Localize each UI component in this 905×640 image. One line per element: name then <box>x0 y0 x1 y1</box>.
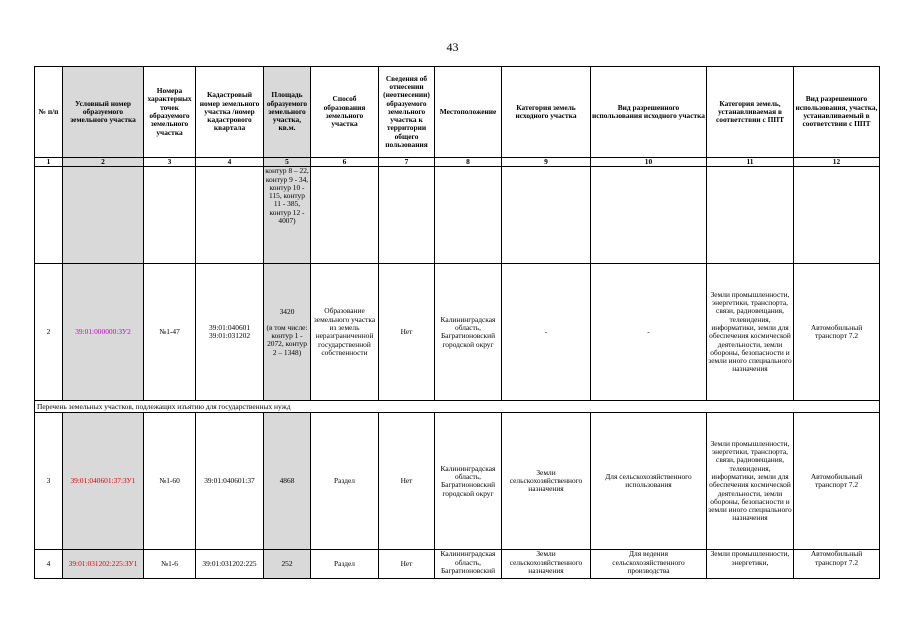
cadastral-cell: 39:01:040601:37 <box>196 413 264 550</box>
public-cell: Нет <box>379 264 435 401</box>
column-number: 6 <box>311 158 379 167</box>
use-ppt-cell: Автомобильный транспорт 7.2 <box>794 550 880 579</box>
header-cell: Номера характерных точек образуемого земельного участка <box>144 67 196 158</box>
column-number: 11 <box>707 158 794 167</box>
cadastral-cell: 39:01:040601 39:01:031202 <box>196 264 264 401</box>
area-cell: 252 <box>264 550 311 579</box>
method-cell: Раздел <box>311 550 379 579</box>
table-row <box>35 550 880 579</box>
location-cell: Калининградская область, Багратионовский <box>435 550 502 579</box>
row-number: 2 <box>35 264 63 401</box>
table-row <box>35 413 880 550</box>
section-title: Перечень земельных участков, подлежащих изъятию для государственных нужд <box>35 401 880 413</box>
points-cell: №1-47 <box>144 264 196 401</box>
points-cell: №1-6 <box>144 550 196 579</box>
area-cell: 4868 <box>264 413 311 550</box>
category-ppt-cell: Земли промышленности, энергетики, <box>707 550 794 579</box>
points-cell: №1-60 <box>144 413 196 550</box>
header-cell: Вид разрешенного использования, участка, устанавливаемый в соответствии с ППТ <box>794 67 880 158</box>
category-ppt-cell: Земли промышленности, энергетики, транспорта, связи, радиовещания, телевидения, информатики, земли для обеспечения космической деятельности, земли обороны, безопасности и земли иного специального назначения <box>707 413 794 550</box>
plot-code: 39:01:031202:225:ЗУ1 <box>63 550 144 579</box>
row-number: 4 <box>35 550 63 579</box>
header-cell: Условный номер образуемого земельного участка <box>63 67 144 158</box>
header-cell: Вид разрешенного использования исходного участка <box>591 67 707 158</box>
area-cell: контур 8 – 22, контур 9 - 34, контур 10 - 115, контур 11 - 385, контур 12 - 4007) <box>264 167 311 264</box>
header-cell: Способ образования земельного участка <box>311 67 379 158</box>
plot-code: 39:01:040601:37:ЗУ1 <box>63 413 144 550</box>
header-cell: Сведения об отнесении (неотнесении) образуемого земельного участка к территории общего пользования <box>379 67 435 158</box>
header-cell: Местоположение <box>435 67 502 158</box>
land-plots-table <box>34 66 880 579</box>
header-cell: Площадь образуемого земельного участка, кв.м. <box>264 67 311 158</box>
column-number: 7 <box>379 158 435 167</box>
header-cell: Кадастровый номер земельного участка /номер кадастрового квартала <box>196 67 264 158</box>
area-cell <box>264 264 311 401</box>
header-cell: Категория земель исходного участка <box>502 67 591 158</box>
header-cell: Категория земель, устанавливаемая в соответствии с ППТ <box>707 67 794 158</box>
category-src-cell: Земли сельскохозяйственного назначения <box>502 413 591 550</box>
use-ppt-cell: Автомобильный транспорт 7.2 <box>794 413 880 550</box>
plot-code: 39:01:000000:ЗУ2 <box>63 264 144 401</box>
method-cell: Раздел <box>311 413 379 550</box>
public-cell: Нет <box>379 413 435 550</box>
column-number: 1 <box>35 158 63 167</box>
method-cell: Образование земельного участка из земель неразграниченной государственной собственности <box>311 264 379 401</box>
header-row <box>35 67 880 158</box>
column-number: 4 <box>196 158 264 167</box>
location-cell: Калининградская область, Багратионовский городской округ <box>435 413 502 550</box>
use-src-cell: Для ведения сельскохозяйственного производства <box>591 550 707 579</box>
area-value: 3420 <box>279 306 295 316</box>
header-cell: № п/п <box>35 67 63 158</box>
column-number: 2 <box>63 158 144 167</box>
section-row <box>35 401 880 413</box>
table-row <box>35 264 880 401</box>
column-number: 8 <box>435 158 502 167</box>
column-number: 9 <box>502 158 591 167</box>
column-number-row <box>35 158 880 167</box>
page-number: 43 <box>446 40 459 54</box>
column-number: 5 <box>264 158 311 167</box>
category-src-cell: - <box>502 264 591 401</box>
cadastral-cell: 39:01:031202:225 <box>196 550 264 579</box>
column-number: 12 <box>794 158 880 167</box>
continuation-row <box>35 167 880 264</box>
row-number: 3 <box>35 413 63 550</box>
use-src-cell: - <box>591 264 707 401</box>
use-src-cell: Для сельскохозяйственного использования <box>591 413 707 550</box>
category-src-cell: Земли сельскохозяйственного назначения <box>502 550 591 579</box>
area-detail: (в том числе: контур 1 - 2072, контур 2 – 1348) <box>266 322 308 357</box>
public-cell: Нет <box>379 550 435 579</box>
column-number: 3 <box>144 158 196 167</box>
location-cell: Калининградская область, Багратионовский городской округ <box>435 264 502 401</box>
use-ppt-cell: Автомобильный транспорт 7.2 <box>794 264 880 401</box>
column-number: 10 <box>591 158 707 167</box>
category-ppt-cell: Земли промышленности, энергетики, транспорта, связи, радиовещания, телевидения, информатики, земли для обеспечения космической деятельности, земли обороны, безопасности и земли иного специального назначения <box>707 264 794 401</box>
